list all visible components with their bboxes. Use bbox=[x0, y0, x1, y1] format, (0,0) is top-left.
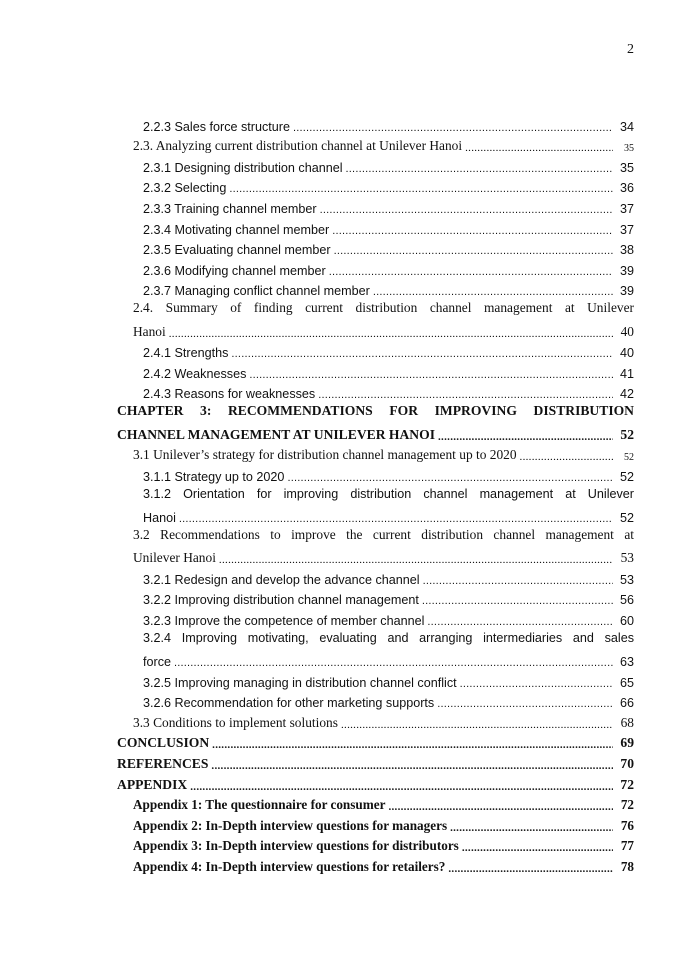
toc-entry-references[interactable] bbox=[117, 751, 634, 772]
toc-entry-3-2-5[interactable] bbox=[117, 669, 634, 690]
toc-entry-page: 53 bbox=[619, 572, 634, 587]
toc-entry-title: CHANNEL MANAGEMENT AT UNILEVER HANOI bbox=[117, 426, 435, 442]
dot-leader bbox=[341, 719, 613, 731]
dot-leader bbox=[190, 781, 613, 793]
dot-leader bbox=[346, 163, 613, 175]
dot-leader bbox=[212, 739, 613, 751]
toc-entry-3-1-1[interactable] bbox=[117, 463, 634, 484]
toc-entry-title: 3.1.1 Strategy up to 2020 bbox=[143, 469, 285, 484]
toc-entry-title: 3.2.5 Improving managing in distribution channel conflict bbox=[143, 675, 457, 690]
dot-leader bbox=[231, 348, 613, 360]
toc-entry-page: 76 bbox=[620, 817, 634, 833]
toc-entry-page: 78 bbox=[620, 858, 634, 874]
dot-leader bbox=[219, 554, 613, 566]
toc-entry-page: 72 bbox=[620, 797, 634, 813]
toc-entry-3-2-line1[interactable]: 3.2 Recommendations to improve the current distribution channel management at bbox=[133, 526, 634, 542]
toc-entry-title: 2.3.2 Selecting bbox=[143, 181, 227, 196]
toc-entry-title: 2.4.1 Strengths bbox=[143, 346, 229, 361]
dot-leader bbox=[174, 657, 613, 669]
toc-entry-3-2-6[interactable] bbox=[117, 690, 634, 711]
toc-entry-2-3-7[interactable] bbox=[117, 278, 634, 299]
toc-entry-page: 40 bbox=[620, 323, 634, 339]
toc-entry-title: force bbox=[143, 655, 171, 670]
toc-entry-page: 39 bbox=[619, 263, 634, 278]
toc-entry-title: Appendix 3: In-Depth interview questions for distributors bbox=[133, 838, 459, 854]
dot-leader bbox=[229, 183, 613, 195]
toc-entry-title: 3.2.6 Recommendation for other marketing supports bbox=[143, 696, 435, 711]
dot-leader bbox=[334, 245, 613, 257]
toc-entry-title: 2.3. Analyzing current distribution channel at Unilever Hanoi bbox=[133, 138, 463, 154]
toc-entry-page: 34 bbox=[619, 119, 634, 134]
dot-leader bbox=[450, 822, 613, 834]
toc-entry-3-2-4-line1[interactable]: 3.2.4 Improving motivating, evaluating and arranging intermediaries and sales bbox=[143, 630, 634, 645]
toc-entry-title: Appendix 4: In-Depth interview questions for retailers? bbox=[133, 858, 446, 874]
toc-entry-title: 2.4.3 Reasons for weaknesses bbox=[143, 387, 316, 402]
toc-entry-2-3-6[interactable] bbox=[117, 257, 634, 278]
toc-entry-page: 41 bbox=[619, 366, 634, 381]
dot-leader bbox=[249, 369, 613, 381]
toc-entry-2-4-line1[interactable]: 2.4. Summary of finding current distribution channel management at Unilever bbox=[133, 300, 634, 316]
toc-entry-title: 2.3.5 Evaluating channel member bbox=[143, 243, 331, 258]
toc-entry-title: 3.1 Unilever’s strategy for distribution channel management up to 2020 bbox=[133, 447, 517, 463]
toc-entry-appendix[interactable] bbox=[117, 772, 634, 793]
toc-entry-2-3-1[interactable] bbox=[117, 154, 634, 175]
toc-entry-page: 56 bbox=[619, 593, 634, 608]
toc-entry-conclusion[interactable] bbox=[117, 731, 634, 752]
toc-entry-page: 37 bbox=[619, 222, 634, 237]
dot-leader bbox=[427, 616, 613, 628]
dot-leader bbox=[438, 431, 613, 443]
toc-entry-ch3-line1[interactable]: CHAPTER 3: RECOMMENDATIONS FOR IMPROVING DISTRIBUTION bbox=[117, 403, 634, 419]
toc-entry-2-3-2[interactable] bbox=[117, 175, 634, 196]
dot-leader bbox=[169, 328, 613, 340]
dot-leader bbox=[320, 204, 613, 216]
toc-entry-3-2-1[interactable] bbox=[117, 566, 634, 587]
toc-entry-page: 68 bbox=[620, 714, 634, 730]
toc-entry-3-2-4[interactable] bbox=[117, 648, 634, 669]
toc-entry-3-2-2[interactable] bbox=[117, 587, 634, 608]
toc-entry-page: 72 bbox=[620, 776, 634, 792]
dot-leader bbox=[465, 142, 613, 154]
toc-entry-page: 52 bbox=[624, 452, 634, 464]
toc-entry-title: Appendix 1: The questionnaire for consumer bbox=[133, 797, 386, 813]
toc-entry-title: APPENDIX bbox=[117, 776, 188, 792]
toc-entry-title: Hanoi bbox=[143, 510, 176, 525]
toc-entry-page: 35 bbox=[619, 160, 634, 175]
toc-entry-page: 37 bbox=[619, 201, 634, 216]
toc-entry-3-1[interactable] bbox=[117, 443, 634, 464]
dot-leader bbox=[422, 595, 613, 607]
toc-entry-title: 3.2.3 Improve the competence of member channel bbox=[143, 613, 425, 628]
dot-leader bbox=[211, 760, 613, 772]
toc-entry-2-3-3[interactable] bbox=[117, 195, 634, 216]
toc-entry-3-2[interactable] bbox=[117, 545, 634, 566]
toc-entry-2-2-3[interactable] bbox=[117, 113, 634, 134]
toc-entry-app-1[interactable] bbox=[117, 793, 634, 814]
toc-entry-page: 60 bbox=[619, 613, 634, 628]
dot-leader bbox=[329, 266, 613, 278]
dot-leader bbox=[462, 842, 613, 854]
dot-leader bbox=[179, 513, 613, 525]
toc-entry-2-3[interactable] bbox=[117, 134, 634, 155]
toc-entry-title: 2.3.4 Motivating channel member bbox=[143, 222, 330, 237]
toc-entry-title: 2.4.2 Weaknesses bbox=[143, 366, 247, 381]
toc-entry-app-4[interactable] bbox=[117, 854, 634, 875]
dot-leader bbox=[520, 451, 613, 463]
dot-leader bbox=[423, 575, 613, 587]
toc-entry-title: Unilever Hanoi bbox=[133, 550, 216, 566]
toc-entry-2-4-2[interactable] bbox=[117, 360, 634, 381]
toc-entry-app-3[interactable] bbox=[117, 834, 634, 855]
toc-entry-page: 70 bbox=[620, 756, 634, 771]
toc-entry-title: 2.3.1 Designing distribution channel bbox=[143, 160, 343, 175]
toc-entry-2-3-5[interactable] bbox=[117, 237, 634, 258]
dot-leader bbox=[460, 678, 613, 690]
toc-entry-title: REFERENCES bbox=[117, 756, 209, 771]
dot-leader bbox=[293, 122, 613, 134]
dot-leader bbox=[373, 286, 613, 298]
toc-entry-page: 52 bbox=[619, 469, 634, 484]
toc-entry-page: 36 bbox=[619, 181, 634, 196]
toc-entry-page: 52 bbox=[620, 426, 634, 442]
toc-entry-ch3[interactable] bbox=[117, 422, 634, 443]
dot-leader bbox=[448, 863, 613, 875]
dot-leader bbox=[332, 225, 613, 237]
toc-entry-page: 42 bbox=[619, 387, 634, 402]
toc-entry-page: 38 bbox=[619, 243, 634, 258]
toc-entry-title: 2.3.7 Managing conflict channel member bbox=[143, 284, 370, 299]
toc-entry-title: 2.3.6 Modifying channel member bbox=[143, 263, 326, 278]
toc-entry-title: 3.3 Conditions to implement solutions bbox=[133, 714, 338, 730]
toc-entry-page: 65 bbox=[619, 675, 634, 690]
dot-leader bbox=[318, 389, 613, 401]
toc-entry-page: 39 bbox=[619, 284, 634, 299]
toc-entry-2-4[interactable] bbox=[117, 319, 634, 340]
toc-entry-title: 3.2.2 Improving distribution channel management bbox=[143, 593, 419, 608]
toc-entry-title: 2.2.3 Sales force structure bbox=[143, 119, 290, 134]
toc-entry-2-4-1[interactable] bbox=[117, 340, 634, 361]
dot-leader bbox=[388, 801, 613, 813]
toc-entry-2-4-3[interactable] bbox=[117, 381, 634, 402]
toc-entry-title: Appendix 2: In-Depth interview questions for managers bbox=[133, 817, 448, 833]
toc-entry-page: 35 bbox=[624, 143, 634, 155]
toc-entry-page: 53 bbox=[620, 550, 634, 566]
toc-entry-app-2[interactable] bbox=[117, 813, 634, 834]
toc-entry-title: 2.3.3 Training channel member bbox=[143, 201, 317, 216]
toc-entry-page: 77 bbox=[620, 838, 634, 854]
dot-leader bbox=[287, 472, 613, 484]
toc-entry-page: 40 bbox=[619, 346, 634, 361]
toc-entry-3-1-2[interactable] bbox=[117, 504, 634, 525]
table-of-contents bbox=[117, 113, 634, 875]
toc-entry-title: 3.2.1 Redesign and develop the advance channel bbox=[143, 572, 420, 587]
toc-entry-title: Hanoi bbox=[133, 323, 166, 339]
toc-entry-3-1-2-line1[interactable]: 3.1.2 Orientation for improving distribution channel management at Unilever bbox=[143, 486, 634, 501]
page-number: 2 bbox=[627, 42, 634, 57]
toc-entry-page: 52 bbox=[619, 510, 634, 525]
dot-leader bbox=[437, 698, 613, 710]
toc-entry-page: 66 bbox=[619, 696, 634, 711]
toc-entry-title: CONCLUSION bbox=[117, 735, 210, 751]
toc-entry-3-3[interactable] bbox=[117, 710, 634, 731]
toc-entry-2-3-4[interactable] bbox=[117, 216, 634, 237]
toc-entry-page: 69 bbox=[620, 735, 634, 751]
toc-entry-page: 63 bbox=[619, 655, 634, 670]
toc-entry-3-2-3[interactable] bbox=[117, 607, 634, 628]
